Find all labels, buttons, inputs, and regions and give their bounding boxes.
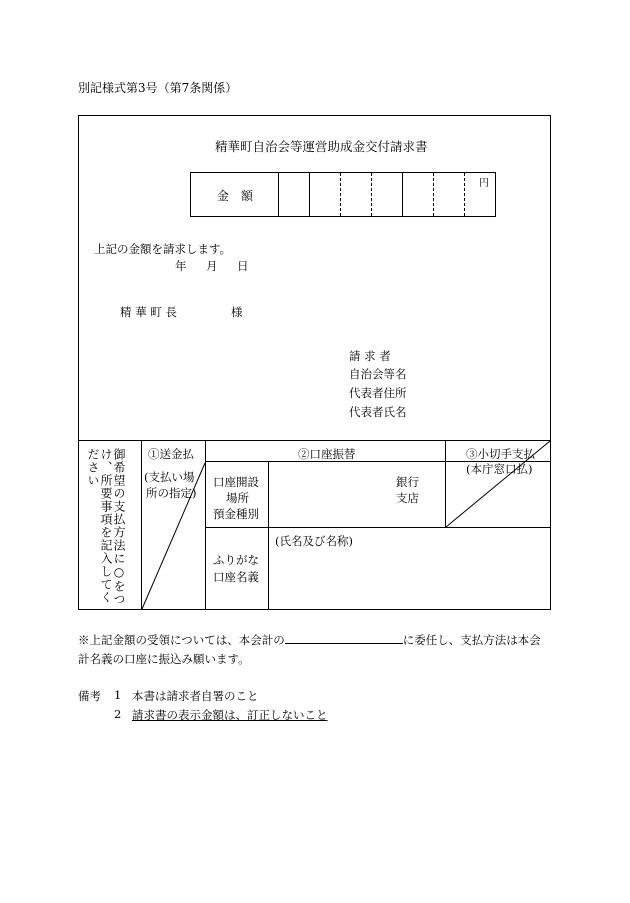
form-label: 別記様式第3号（第7条関係） xyxy=(78,81,238,95)
date-month: 月 xyxy=(206,259,218,273)
option-remittance: ①送金払 xyxy=(148,447,194,461)
remittance-note-1: (支払い場 xyxy=(144,470,195,484)
holder-note: (氏名及び名称) xyxy=(275,534,353,548)
request-text: 上記の金額を請求します。 xyxy=(94,242,232,256)
association-name-label: 自治会等名 xyxy=(349,367,407,381)
date-day: 日 xyxy=(237,259,249,273)
option-check: ③小切手支払 xyxy=(466,447,535,461)
account-place-label-1: 口座開設 xyxy=(213,475,259,489)
footnote-line-1 xyxy=(78,631,541,648)
form-title: 精華町自治会等運営助成金交付請求書 xyxy=(215,139,428,154)
remark-text-1: 本書は請求者自署のこと xyxy=(132,689,259,703)
remark-number-2: 2 xyxy=(114,707,122,721)
footnote-text-2: に委任し、支払方法は本会 xyxy=(402,633,541,647)
bank-label: 銀行 xyxy=(396,475,419,489)
account-holder-label: 口座名義 xyxy=(213,570,259,584)
branch-label: 支店 xyxy=(396,491,419,505)
amount-label: 金 額 xyxy=(217,189,254,203)
remark-text-2: 請求書の表示金額は、訂正しないこと xyxy=(132,708,328,722)
deposit-type-label: 預金種別 xyxy=(213,507,259,521)
addressee-name: 精 華 町 長 xyxy=(120,305,177,319)
option-account-transfer: ②口座振替 xyxy=(298,447,356,461)
remarks-label: 備考 xyxy=(78,689,101,703)
check-note: (本庁窓口払) xyxy=(466,462,533,476)
account-place-label-2: 場所 xyxy=(226,491,249,505)
footnote-line-2: 計名義の口座に振込み願います。 xyxy=(78,652,250,666)
footnote-text-1: ※上記金額の受領については、本会計の xyxy=(78,633,285,647)
representative-address-label: 代表者住所 xyxy=(349,386,407,400)
payment-instruction: 御希望の支払方法に○をつけ、所要事項を記入してください xyxy=(86,448,126,606)
claimant-label: 請 求 者 xyxy=(349,349,391,363)
furigana-label: ふりがな xyxy=(213,553,259,567)
date-year: 年 xyxy=(175,259,187,273)
remark-number-1: 1 xyxy=(114,688,122,702)
delegate-blank xyxy=(285,631,403,644)
addressee-honorific: 様 xyxy=(231,305,243,319)
yen-unit: 円 xyxy=(479,178,489,189)
representative-name-label: 代表者氏名 xyxy=(349,405,407,419)
remittance-note-2: 所の指定) xyxy=(146,486,197,500)
